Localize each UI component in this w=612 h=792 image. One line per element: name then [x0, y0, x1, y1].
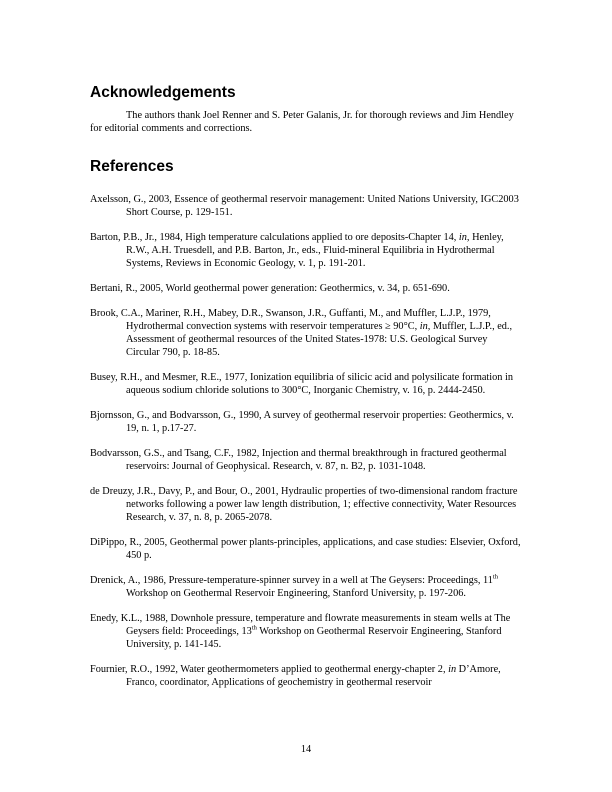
reference-text: de Dreuzy, J.R., Davy, P., and Bour, O., 2001, Hydraulic properties of two-dimensional random fracture networks following a power law length distribution, 1; effective connectivity, Water Resources Research, v. 37, n. 8, p. 2065-2078.	[90, 486, 518, 523]
reference-entry	[90, 307, 522, 359]
reference-entry	[90, 409, 522, 435]
reference-text: Bodvarsson, G.S., and Tsang, C.F., 1982, Injection and thermal breakthrough in fractured geothermal reservoirs: Journal of Geophysical. Research, v. 87, n. B2, p. 1031-1048.	[90, 448, 507, 472]
reference-entry	[90, 485, 522, 524]
superscript-text: th	[251, 624, 257, 632]
reference-text: Brook, C.A., Mariner, R.H., Mabey, D.R., Swanson, J.R., Guffanti, M., and Muffler, L.J.P., 1979, Hydrothermal convection systems with reservoir temperatures ≥ 90°C,	[90, 308, 491, 332]
reference-text: Enedy, K.L., 1988, Downhole pressure, temperature and flowrate measurements in steam wells at The Geysers field: Proceedings, 13	[90, 613, 511, 637]
page-content	[90, 83, 522, 701]
reference-text: Henley, R.W., A.H. Truesdell, and P.B. Barton, Jr., eds., Fluid-mineral Equilibria in Hydrothermal Systems, Reviews in Economic Geology, v. 1, p. 191-201.	[126, 232, 504, 269]
reference-text: Workshop on Geothermal Reservoir Engineering, Stanford University, p. 197-206.	[126, 588, 466, 599]
reference-entry	[90, 447, 522, 473]
acknowledgements-heading: Acknowledgements	[90, 84, 236, 101]
reference-text: Workshop on Geothermal Reservoir Engineering, Stanford University, p. 141-145.	[126, 626, 502, 650]
reference-text: Busey, R.H., and Mesmer, R.E., 1977, Ionization equilibria of silicic acid and polysilicate formation in aqueous sodium chloride solutions to 300°C, Inorganic Chemistry, v. 16, p. 2444-2450.	[90, 372, 514, 396]
reference-text: D’Amore, Franco, coordinator, Applications of geochemistry in geothermal reservoir	[126, 664, 501, 688]
page-number: 14	[300, 744, 312, 755]
acknowledgements-text: The authors thank Joel Renner and S. Peter Galanis, Jr. for thorough reviews and Jim Hendley for editorial comments and corrections.	[90, 110, 514, 134]
reference-entry	[90, 193, 522, 219]
reference-entry	[90, 612, 522, 651]
reference-text: DiPippo, R., 2005, Geothermal power plants-principles, applications, and case studies: Elsevier, Oxford, 450 p.	[90, 537, 521, 561]
reference-text: Bjornsson, G., and Bodvarsson, G., 1990, A survey of geothermal reservoir properties: Geothermics, v. 19, n. 1, p.17-27.	[90, 410, 514, 434]
superscript-text: th	[492, 573, 498, 581]
reference-text: Drenick, A., 1986, Pressure-temperature-spinner survey in a well at The Geysers: Proceedings, 11	[90, 575, 493, 586]
reference-text: Barton, P.B., Jr., 1984, High temperature calculations applied to ore deposits-Chapter 14,	[90, 232, 459, 243]
italic-text: in	[448, 664, 457, 675]
reference-entry	[90, 663, 522, 689]
reference-entry	[90, 536, 522, 562]
references-heading: References	[90, 158, 174, 175]
reference-entry	[90, 231, 522, 270]
reference-text: Fournier, R.O., 1992, Water geothermometers applied to geothermal energy-chapter 2,	[90, 664, 449, 675]
italic-text: in,	[458, 232, 470, 243]
reference-entry	[90, 282, 522, 295]
italic-text: in,	[419, 321, 431, 332]
reference-text: Bertani, R., 2005, World geothermal power generation: Geothermics, v. 34, p. 651-690.	[90, 283, 450, 294]
reference-entry	[90, 371, 522, 397]
reference-text: Muffler, L.J.P., ed., Assessment of geothermal resources of the United States-1978: U.S. Geological Survey Circular 790, p. 18-85.	[126, 321, 513, 358]
reference-list	[90, 193, 522, 689]
reference-text: Axelsson, G., 2003, Essence of geothermal reservoir management: United Nations University, IGC2003 Short Course, p. 129-151.	[90, 194, 519, 218]
reference-entry	[90, 574, 522, 600]
